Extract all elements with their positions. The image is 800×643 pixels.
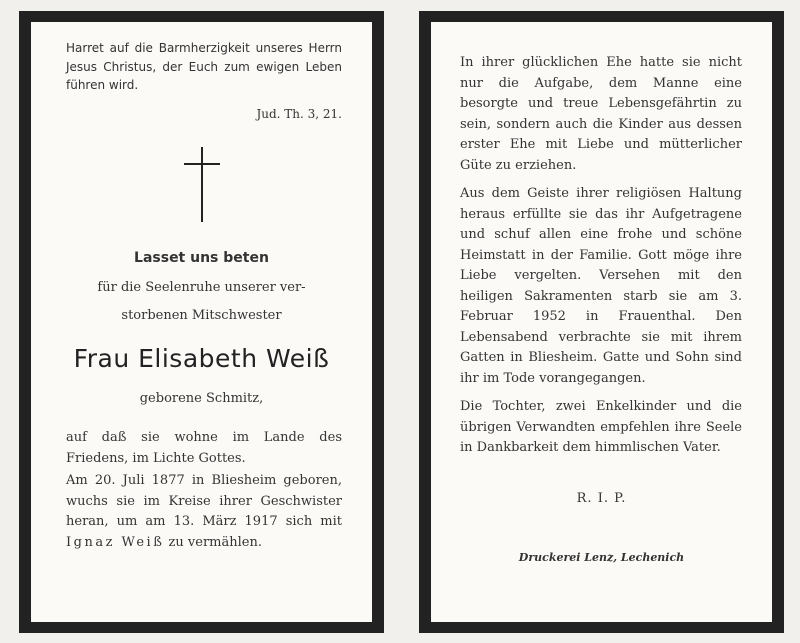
bible-citation: Jud. Th. 3, 21.	[256, 107, 342, 121]
life-paragraph: Aus dem Geiste ihrer religiösen Haltung heraus erfüllte sie das ihr Aufgetragene und schuf allen eine frohe und schöne Heimstatt in der Familie. Gott möge ihre Liebe vergelten. Versehen mit den heiligen Sakramenten starb sie am 3. Februar 1952 in Frauenthal. Den Lebensabend verbrachte sie mit ihrem Gatten in Bliesheim. Gatte und Sohn sind ihr im Tode vorangegangen.	[460, 186, 742, 386]
left-text-block	[66, 428, 342, 553]
eternal-rest-wish: auf daß sie wohne im Lande des Friedens, im Lichte Gottes.	[66, 430, 342, 466]
family-paragraph: Die Tochter, zwei Enkelkinder und die übrigen Verwandten empfehlen ihre Seele in Dankbarkeit dem himmlischen Vater.	[460, 399, 742, 455]
marriage-paragraph: In ihrer glücklichen Ehe hatte sie nicht nur die Aufgabe, dem Manne eine besorgte und treue Lebensgefährtin zu sein, sondern auch die Kinder aus dessen erster Ehe mit Liebe und mütterlicher Güte zu erziehen.	[460, 55, 742, 173]
maiden-name: geborene Schmitz,	[139, 391, 264, 406]
biography-start: Am 20. Juli 1877 in Bliesheim geboren, wuchs sie im Kreise ihrer Geschwister heran, um am 13. März 1917 sich mit	[66, 473, 342, 529]
bible-quote: Harret auf die Barmherzigkeit unseres Herrn Jesus Christus, der Euch zum ewigen Leben führen wird.	[66, 41, 342, 93]
deceased-name: Frau Elisabeth Weiß	[73, 344, 330, 373]
husband-name: Ignaz Weiß	[66, 534, 165, 550]
cross-icon	[184, 147, 220, 222]
intro-line-2: storbenen Mitschwester	[121, 308, 282, 323]
intro-line-1: für die Seelenruhe unserer ver-	[97, 280, 306, 295]
biography	[66, 471, 342, 553]
right-text-block	[460, 53, 742, 459]
printer-imprint: Druckerei Lenz, Lechenich	[518, 551, 685, 564]
biography-end: zu vermählen.	[168, 534, 262, 550]
rip-text: R. I. P.	[576, 491, 627, 506]
prayer-heading: Lasset uns beten	[134, 250, 269, 266]
